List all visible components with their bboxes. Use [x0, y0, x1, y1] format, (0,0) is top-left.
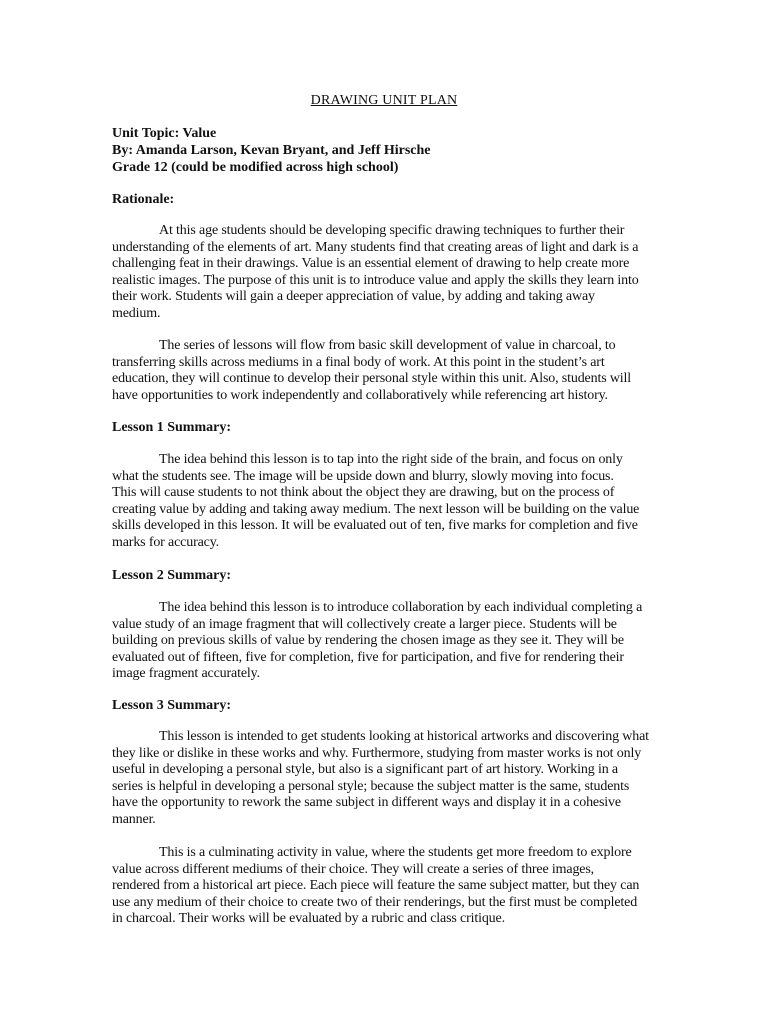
text-line: rendered from a historical art piece. Each piece will feature the same subject matter, but they can — [112, 878, 640, 893]
text-line: The idea behind this lesson is to tap into the right side of the brain, and focus on only — [159, 452, 623, 467]
text-line: in charcoal. Their works will be evaluated by a rubric and class critique. — [112, 911, 505, 926]
text-line: education, they will continue to develop their personal style within this unit. Also, students will — [112, 371, 632, 386]
text-line: their work. Students will gain a deeper appreciation of value, by adding and taking away — [112, 289, 595, 304]
text-line: building on previous skills of value by rendering the chosen image as they see it. They will be — [112, 633, 624, 648]
lesson-1-paragraph — [112, 452, 640, 551]
unit-meta — [112, 125, 672, 176]
text-line: creating value by adding and taking away medium. The next lesson will be building on the value — [112, 501, 640, 517]
lesson-2-heading: Lesson 2 Summary: — [112, 568, 232, 583]
document-title: DRAWING UNIT PLAN — [310, 93, 458, 108]
text-line: series is helpful in developing a personal style; because the subject matter is the same, students — [112, 778, 630, 794]
text-line: At this age students should be developing specific drawing techniques to further their — [159, 223, 625, 238]
text-line: medium. — [112, 305, 161, 321]
text-line: This is a culminating activity in value, where the students get more freedom to explore — [159, 845, 632, 860]
text-line: challenging feat in their drawings. Value is an essential element of drawing to help create more — [112, 256, 630, 271]
text-line: The series of lessons will flow from basic skill development of value in charcoal, to — [159, 338, 616, 353]
text-line: useful in developing a personal style, but also is a significant part of art history. Working in a — [112, 762, 618, 777]
text-line: The idea behind this lesson is to introduce collaboration by each individual completing a — [159, 600, 643, 615]
text-line: transferring skills across mediums in a final body of work. At this point in the student’s art — [112, 354, 605, 370]
text-line: realistic images. The purpose of this unit is to introduce value and apply the skills they learn into — [112, 272, 639, 288]
text-line: skills developed in this lesson. It will be evaluated out of ten, five marks for completion and five — [112, 518, 638, 533]
text-line: This lesson is intended to get students looking at historical artworks and discovering what — [159, 729, 649, 744]
text-line: This will cause students to not think about the object they are drawing, but on the process of — [112, 485, 615, 500]
rationale-heading: Rationale: — [112, 192, 175, 207]
text-line: marks for accuracy. — [112, 534, 220, 550]
text-line: have the opportunity to rework the same subject in different ways and display it in a cohesive — [112, 795, 621, 810]
lesson-3-heading: Lesson 3 Summary: — [112, 698, 232, 713]
text-line: image fragment accurately. — [112, 666, 260, 681]
unit-topic: Unit Topic: Value — [112, 126, 217, 141]
text-line: value study of an image fragment that will collectively create a larger piece. Students will be — [112, 616, 617, 632]
lesson-3-paragraph-2 — [112, 845, 640, 928]
text-line: what the students see. The image will be upside down and blurry, slowly moving into focus. — [112, 468, 614, 484]
lesson-1-heading: Lesson 1 Summary: — [112, 420, 232, 435]
text-line: use any medium of their choice to create two of their renderings, but the first must be completed — [112, 894, 638, 910]
text-line: understanding of the elements of art. Many students find that creating areas of light and dark is a — [112, 239, 639, 255]
rationale-paragraph-1 — [112, 223, 639, 322]
authors: By: Amanda Larson, Kevan Bryant, and Jeff Hirsche — [112, 143, 431, 158]
grade-level: Grade 12 (could be modified across high school) — [112, 160, 399, 175]
text-line: value across different mediums of their choice. They will create a series of three images, — [112, 861, 595, 877]
lesson-3-paragraph-1 — [112, 729, 649, 828]
text-line: evaluated out of fifteen, five for completion, five for participation, and five for rendering their — [112, 649, 624, 665]
lesson-2-paragraph — [112, 600, 643, 683]
text-line: have opportunities to work independently and collaboratively while referencing art history. — [112, 387, 608, 403]
text-line: they like or dislike in these works and why. Furthermore, studying from master works is not only — [112, 745, 642, 761]
rationale-paragraph-2 — [112, 338, 632, 404]
text-line: manner. — [112, 811, 156, 827]
